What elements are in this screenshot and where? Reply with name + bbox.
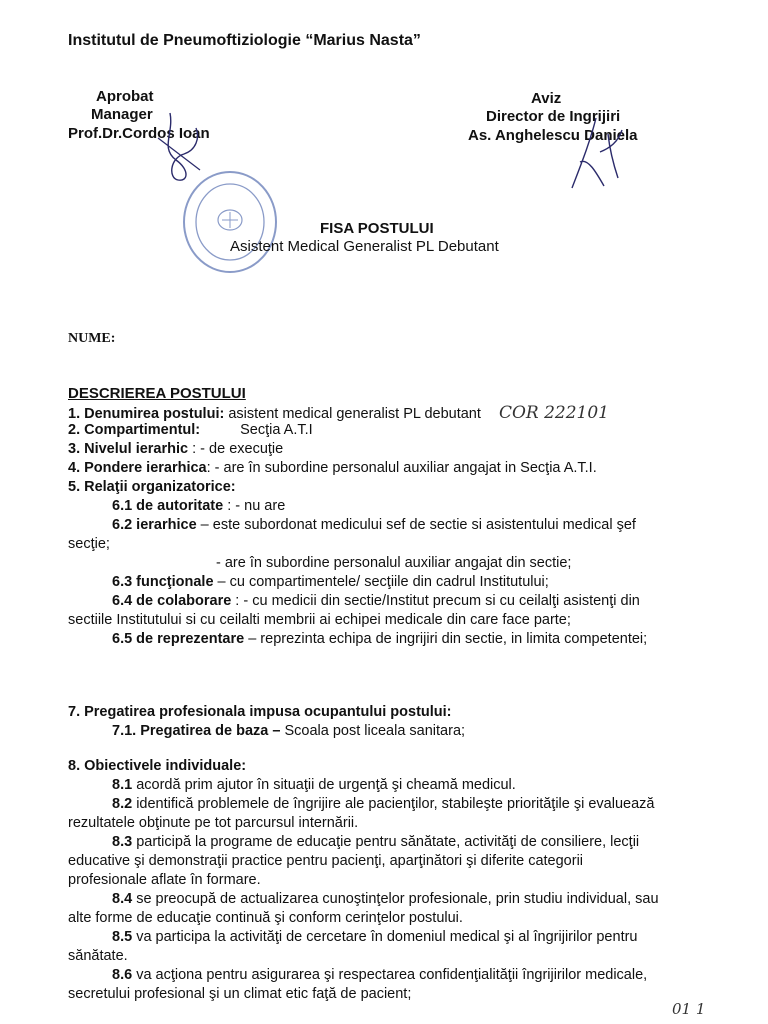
relation-6-4-value: : - cu medicii din sectie/Institut precum si cu ceilalţi asistenţi din [231,593,640,609]
item-2-label: 2. Compartimentul: [68,422,201,438]
relation-6-1 [112,498,285,514]
relation-6-4-continuation: sectiile Institutului si cu ceilalti membrii ai echipei medicale din care face parte; [68,612,571,628]
approval-person: Prof.Dr.Cordos Ioan [68,125,210,142]
document-title: FISA POSTULUI [320,220,434,237]
item-2-value: Secţia A.T.I [240,422,313,438]
objective-8-6-continuation: secretului profesional şi un climat etic faţă de pacient; [68,986,412,1002]
objective-8-3 [112,834,639,850]
objective-8-6-text: va acţiona pentru asigurarea şi respectarea confidenţialităţii îngrijirilor medicale, [132,967,648,983]
item-4-value: : - are în subordine personalul auxiliar angajat in Secţia A.T.I. [206,460,597,476]
item-4-label: 4. Pondere ierarhica [68,460,207,476]
objective-8-3-continuation-1: educative şi demonstraţii practice pentru pacienţi, aparţinători şi diferite categorii [68,853,584,869]
item-4 [68,460,597,476]
objective-8-2-number: 8.2 [112,796,133,812]
aviz-role: Director de Ingrijiri [486,108,621,125]
training-7-1-label: 7.1. Pregatirea de baza – [112,723,281,739]
objective-8-5-text: va participa la activităţi de cercetare în domeniul medical şi al îngrijirilor pentru [132,929,638,945]
relation-6-5 [112,631,647,647]
item-1-value: asistent medical generalist PL debutant [224,406,481,422]
relation-6-1-label: 6.1 de autoritate [112,498,224,514]
approval-role: Manager [91,106,153,123]
objective-8-4 [112,891,659,907]
item-1-label: 1. Denumirea postului: [68,406,225,422]
objective-8-4-text: se preocupă de actualizarea cunoştinţelor profesionale, prin studiu individual, sau [132,891,659,907]
relation-6-5-value: – reprezinta echipa de ingrijiri din sectie, in limita competentei; [244,631,648,647]
item-2 [68,422,313,438]
institution-stamp [180,168,280,276]
item-3 [68,441,283,457]
institution-name: Institutul de Pneumoftiziologie “Marius Nasta” [68,32,421,49]
training-7-1-value: Scoala post liceala sanitara; [280,723,466,739]
objective-8-5-number: 8.5 [112,929,133,945]
relation-6-5-label: 6.5 de reprezentare [112,631,245,647]
relation-6-1-value: : - nu are [223,498,286,514]
relation-6-4-label: 6.4 de colaborare [112,593,232,609]
objective-8-2 [112,796,654,812]
relation-6-3-value: – cu compartimentele/ secţiile din cadrul Institutului; [213,574,549,590]
aviz-label: Aviz [531,90,562,107]
item-5 [68,479,236,495]
objective-8-3-number: 8.3 [112,834,133,850]
cor-code-handwritten: COR 222101 [498,403,609,423]
director-signature [560,112,630,197]
relation-6-3-label: 6.3 funcţionale [112,574,214,590]
relation-6-2-value: – este subordonat medicului sef de sectie si asistentului medical şef [196,517,636,533]
objectives-heading: 8. Obiectivele individuale: [68,758,247,774]
relation-6-2-subordinates: - are în subordine personalul auxiliar angajat din sectie; [216,555,572,571]
objective-8-2-continuation: rezultatele obţinute pe tot parcursul internării. [68,815,359,831]
document-subtitle: Asistent Medical Generalist PL Debutant [230,238,499,255]
item-3-label: 3. Nivelul ierarhic [68,441,189,457]
relation-6-2-label: 6.2 ierarhice [112,517,197,533]
name-label: NUME: [68,331,116,346]
aviz-person: As. Anghelescu Daniela [468,127,638,144]
relation-6-4 [112,593,640,609]
objective-8-1-text: acordă prim ajutor în situaţii de urgenţă şi cheamă medicul. [132,777,516,793]
page-number-handwritten: 01 1 [672,1000,706,1018]
objective-8-4-number: 8.4 [112,891,133,907]
objective-8-6-number: 8.6 [112,967,133,983]
section-heading: DESCRIEREA POSTULUI [68,385,246,402]
relation-6-3 [112,574,549,590]
item-3-value: : - de execuţie [188,441,284,457]
training-heading: 7. Pregatirea profesionala impusa ocupantului postului: [68,704,452,720]
objective-8-3-text: participă la programe de educaţie pentru sănătate, activităţi de consiliere, lecţii [132,834,640,850]
relation-6-2-continuation: secţie; [68,536,110,552]
approval-label: Aprobat [96,88,154,105]
objective-8-6 [112,967,647,983]
item-5-value: : [230,479,236,495]
item-1 [68,403,609,423]
objective-8-1-number: 8.1 [112,777,133,793]
objective-8-1 [112,777,516,793]
objective-8-5 [112,929,637,945]
objective-8-5-continuation: sănătate. [68,948,128,964]
objective-8-4-continuation: alte forme de educaţie continuă şi conform cerinţelor postului. [68,910,463,926]
relation-6-2 [112,517,636,533]
objective-8-3-continuation-2: profesionale aflate în formare. [68,872,261,888]
item-5-label: 5. Relaţii organizatorice [68,479,231,495]
objective-8-2-text: identifică problemele de îngrijire ale pacienţilor, stabileşte priorităţile şi evaluează [132,796,655,812]
training-7-1 [112,723,465,739]
